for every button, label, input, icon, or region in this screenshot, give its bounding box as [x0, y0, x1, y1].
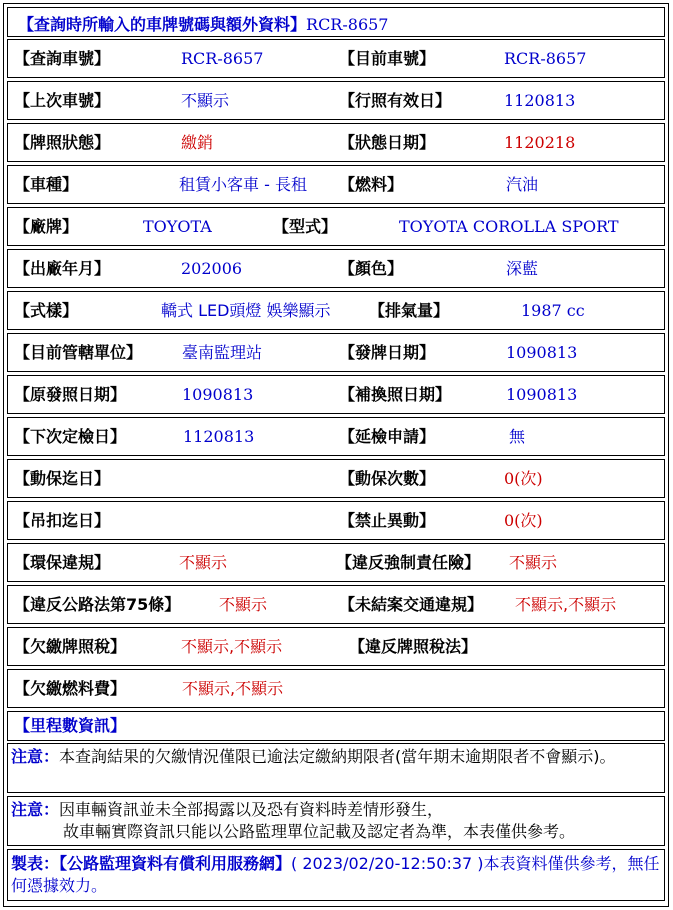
field-value: 1090813	[506, 343, 578, 362]
field-value: TOYOTA COROLLA SPORT	[399, 217, 619, 236]
info-row	[7, 627, 665, 666]
field-value: 不顯示	[509, 553, 558, 572]
info-row	[7, 207, 665, 246]
field-value: 不顯示,不顯示	[515, 595, 617, 614]
field-label: 【車種】	[14, 175, 79, 194]
field-value: 不顯示	[181, 91, 230, 110]
field-value: 1090813	[506, 385, 578, 404]
info-row	[7, 333, 665, 372]
field-label: 【上次車號】	[14, 91, 111, 110]
header-title	[18, 12, 388, 35]
field-value: 1120218	[504, 133, 576, 152]
field-label: 【式樣】	[14, 301, 79, 320]
field-label: 【廠牌】	[14, 217, 79, 236]
info-row	[7, 249, 665, 288]
field-label: 【牌照狀態】	[14, 133, 111, 152]
note-1	[7, 743, 665, 793]
field-value: 轎式 LED頭燈 娛樂顯示	[161, 301, 331, 320]
field-value: 1120813	[183, 427, 255, 446]
field-label: 【出廠年月】	[14, 259, 111, 278]
field-value: 0(次)	[504, 469, 543, 488]
header-title-label: 【查詢時所輸入的車牌號碼與額外資料】	[18, 15, 307, 34]
info-row	[7, 123, 665, 162]
field-label: 【延檢申請】	[339, 427, 436, 446]
field-label: 【違反牌照稅法】	[349, 637, 478, 656]
info-row	[7, 417, 665, 456]
field-value: 租賃小客車 - 長租	[179, 175, 307, 194]
field-label: 【型式】	[273, 217, 338, 236]
field-label: 【下次定檢日】	[14, 427, 127, 446]
field-label: 【動保次數】	[339, 469, 436, 488]
field-label: 【欠繳牌照稅】	[14, 637, 127, 656]
footer-label: 製表：	[11, 854, 60, 873]
field-value: TOYOTA	[143, 217, 212, 236]
header-title-plate: RCR-8657	[306, 15, 389, 34]
footer-note	[7, 849, 665, 901]
note-2	[7, 796, 665, 846]
note-2-line2: 故車輛實際資訊只能以公路監理單位記載及認定者為準，本表僅供參考。	[63, 822, 576, 841]
note-1-content	[11, 746, 661, 768]
field-label: 【禁止異動】	[339, 511, 436, 530]
field-label: 【原發照日期】	[14, 385, 127, 404]
footer-text: 本表資料僅供參考，無任何憑據效力。	[11, 854, 660, 895]
info-row	[7, 459, 665, 498]
info-row	[7, 375, 665, 414]
field-label: 【違反公路法第75條】	[14, 595, 181, 614]
footer-content	[11, 853, 661, 897]
mileage-row	[7, 711, 665, 741]
field-label: 【發牌日期】	[339, 343, 436, 362]
field-label: 【目前車號】	[339, 49, 436, 68]
field-label: 【欠繳燃料費】	[14, 679, 127, 698]
field-label: 【動保迄日】	[14, 469, 111, 488]
field-value: 1120813	[504, 91, 576, 110]
field-value: 不顯示	[179, 553, 228, 572]
mileage-label: 【里程數資訊】	[14, 716, 127, 735]
field-label: 【環保違規】	[14, 553, 111, 572]
field-value: RCR-8657	[181, 49, 264, 68]
field-value: 1090813	[182, 385, 254, 404]
note-2-content	[11, 799, 661, 843]
field-label: 【吊扣迄日】	[14, 511, 111, 530]
info-row	[7, 585, 665, 624]
info-row	[7, 669, 665, 708]
note-2-line1: 因車輛資訊並未全部揭露以及恐有資料時差情形發生，	[59, 800, 444, 819]
field-value: 不顯示,不顯示	[181, 637, 283, 656]
field-label: 【補換照日期】	[339, 385, 452, 404]
footer-source: 【公路監理資料有償利用服務網】	[59, 854, 292, 873]
field-value: 繳銷	[181, 133, 214, 152]
field-label: 【查詢車號】	[14, 49, 111, 68]
note-2-label: 注意：	[11, 800, 60, 819]
field-label: 【未結案交通違規】	[339, 595, 484, 614]
field-value: 汽油	[506, 175, 539, 194]
field-value: 0(次)	[504, 511, 543, 530]
footer-stamp: ( 2023/02/20-12:50:37 )	[291, 854, 484, 873]
info-row	[7, 291, 665, 330]
field-value: 不顯示	[219, 595, 268, 614]
field-label: 【目前管轄單位】	[14, 343, 143, 362]
field-value: 臺南監理站	[182, 343, 263, 362]
field-value: 無	[509, 427, 526, 446]
header-row	[7, 7, 665, 37]
field-value: 不顯示,不顯示	[182, 679, 284, 698]
note-1-text: 本查詢結果的欠繳情況僅限已逾法定繳納期限者(當年期末逾期限者不會顯示)。	[59, 747, 616, 766]
info-row	[7, 165, 665, 204]
info-row	[7, 543, 665, 582]
note-1-label: 注意：	[11, 747, 60, 766]
field-value: 1987 cc	[521, 301, 585, 320]
field-label: 【顏色】	[339, 259, 404, 278]
field-label: 【違反強制責任險】	[336, 553, 481, 572]
field-label: 【狀態日期】	[339, 133, 436, 152]
field-label: 【排氣量】	[369, 301, 450, 320]
field-value: RCR-8657	[504, 49, 587, 68]
field-label: 【燃料】	[339, 175, 404, 194]
info-row	[7, 39, 665, 78]
info-row	[7, 81, 665, 120]
field-value: 深藍	[506, 259, 539, 278]
info-row	[7, 501, 665, 540]
field-value: 202006	[181, 259, 243, 278]
field-label: 【行照有效日】	[339, 91, 452, 110]
